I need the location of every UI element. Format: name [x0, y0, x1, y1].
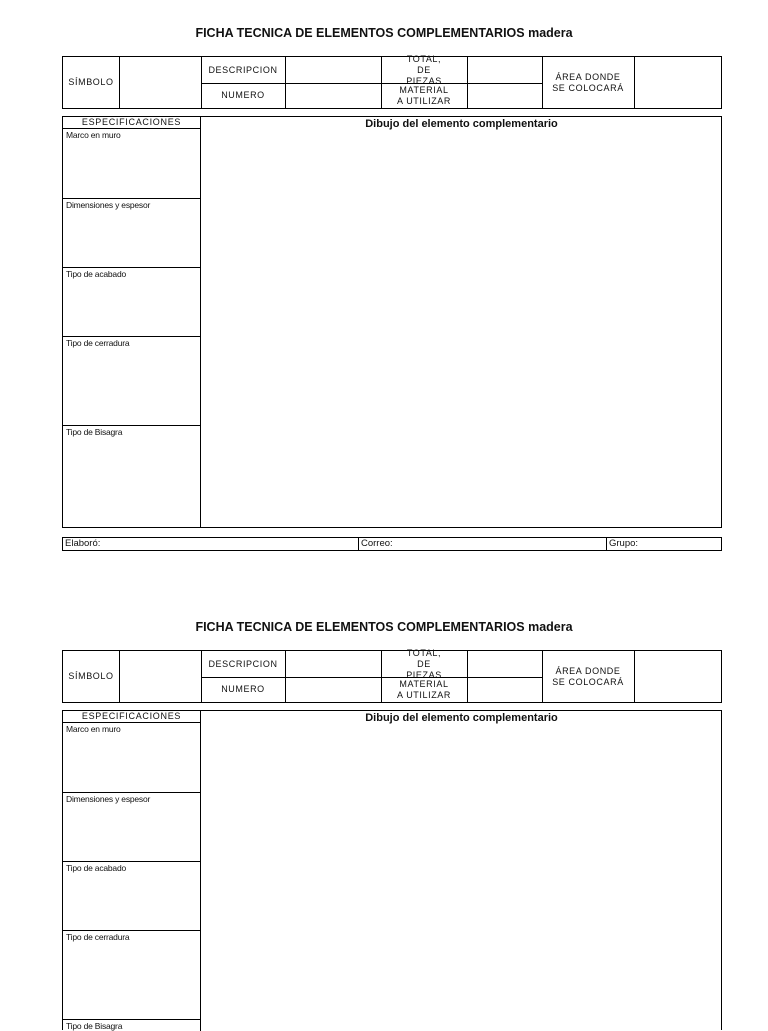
header-table [62, 647, 722, 703]
simbolo-label: SÍMBOLO [68, 77, 114, 87]
material-field[interactable] [467, 83, 542, 108]
spec-row-marco[interactable] [63, 723, 200, 793]
drawing-area[interactable] [202, 117, 721, 527]
sheet-title: FICHA TECNICA DE ELEMENTOS COMPLEMENTARIOS madera [195, 620, 573, 634]
total-piezas-field[interactable] [467, 651, 542, 677]
spec-label-acabado: Tipo de acabado [66, 269, 127, 279]
spec-label-acabado: Tipo de acabado [66, 863, 127, 873]
descripcion-field[interactable] [285, 57, 381, 83]
area-label: ÁREA DONDE SE COLOCARÁ [552, 665, 624, 687]
spec-row-cerradura[interactable] [63, 337, 200, 426]
drawing-title: Dibujo del elemento complementario [365, 118, 558, 130]
area-label: ÁREA DONDE SE COLOCARÁ [552, 71, 624, 93]
descripcion-label: DESCRIPCION [208, 64, 278, 75]
numero-field[interactable] [285, 83, 381, 108]
total-piezas-label: TOTAL, DE PIEZAS [406, 647, 442, 680]
area-field[interactable] [634, 57, 721, 108]
correo-label: Correo: [361, 538, 393, 549]
numero-field[interactable] [285, 677, 381, 702]
spec-row-dimensiones[interactable] [63, 199, 200, 268]
grupo-label: Grupo: [609, 538, 639, 549]
spec-row-acabado[interactable] [63, 268, 200, 337]
drawing-area[interactable] [202, 711, 721, 1025]
spec-row-acabado[interactable] [63, 862, 200, 931]
spec-row-dimensiones[interactable] [63, 793, 200, 862]
spec-label-bisagra: Tipo de Bisagra [66, 427, 123, 437]
material-label: MATERIAL A UTILIZAR [396, 84, 451, 106]
footer-row [62, 537, 722, 551]
spec-label-bisagra: Tipo de Bisagra [66, 1021, 123, 1031]
drawing-title: Dibujo del elemento complementario [365, 712, 558, 724]
spec-column [63, 711, 201, 1031]
especificaciones-heading: ESPECIFICACIONES [63, 711, 200, 723]
spec-row-marco[interactable] [63, 129, 200, 199]
spec-label-cerradura: Tipo de cerradura [66, 338, 130, 348]
total-piezas-label: TOTAL, DE PIEZAS [406, 53, 442, 86]
area-field[interactable] [634, 651, 721, 702]
spec-table [62, 116, 722, 528]
header-table [62, 53, 722, 109]
material-field[interactable] [467, 677, 542, 702]
simbolo-field[interactable] [119, 57, 201, 108]
material-label: MATERIAL A UTILIZAR [396, 678, 451, 700]
descripcion-label: DESCRIPCION [208, 658, 278, 669]
spec-label-marco: Marco en muro [66, 130, 121, 140]
spec-label-cerradura: Tipo de cerradura [66, 932, 130, 942]
elaboro-label: Elaboró: [65, 538, 101, 549]
spec-label-dimensiones: Dimensiones y espesor [66, 794, 151, 804]
descripcion-field[interactable] [285, 651, 381, 677]
spec-label-marco: Marco en muro [66, 724, 121, 734]
total-piezas-field[interactable] [467, 57, 542, 83]
simbolo-field[interactable] [119, 651, 201, 702]
spec-row-bisagra[interactable] [63, 426, 200, 527]
spec-label-dimensiones: Dimensiones y espesor [66, 200, 151, 210]
spec-row-cerradura[interactable] [63, 931, 200, 1020]
spec-table [62, 710, 722, 1030]
spec-row-bisagra[interactable] [63, 1020, 200, 1031]
especificaciones-heading: ESPECIFICACIONES [63, 117, 200, 129]
sheet-title: FICHA TECNICA DE ELEMENTOS COMPLEMENTARIOS madera [195, 26, 573, 40]
numero-label: NUMERO [221, 90, 265, 100]
simbolo-label: SÍMBOLO [68, 671, 114, 681]
numero-label: NUMERO [221, 684, 265, 694]
spec-column [63, 117, 201, 527]
